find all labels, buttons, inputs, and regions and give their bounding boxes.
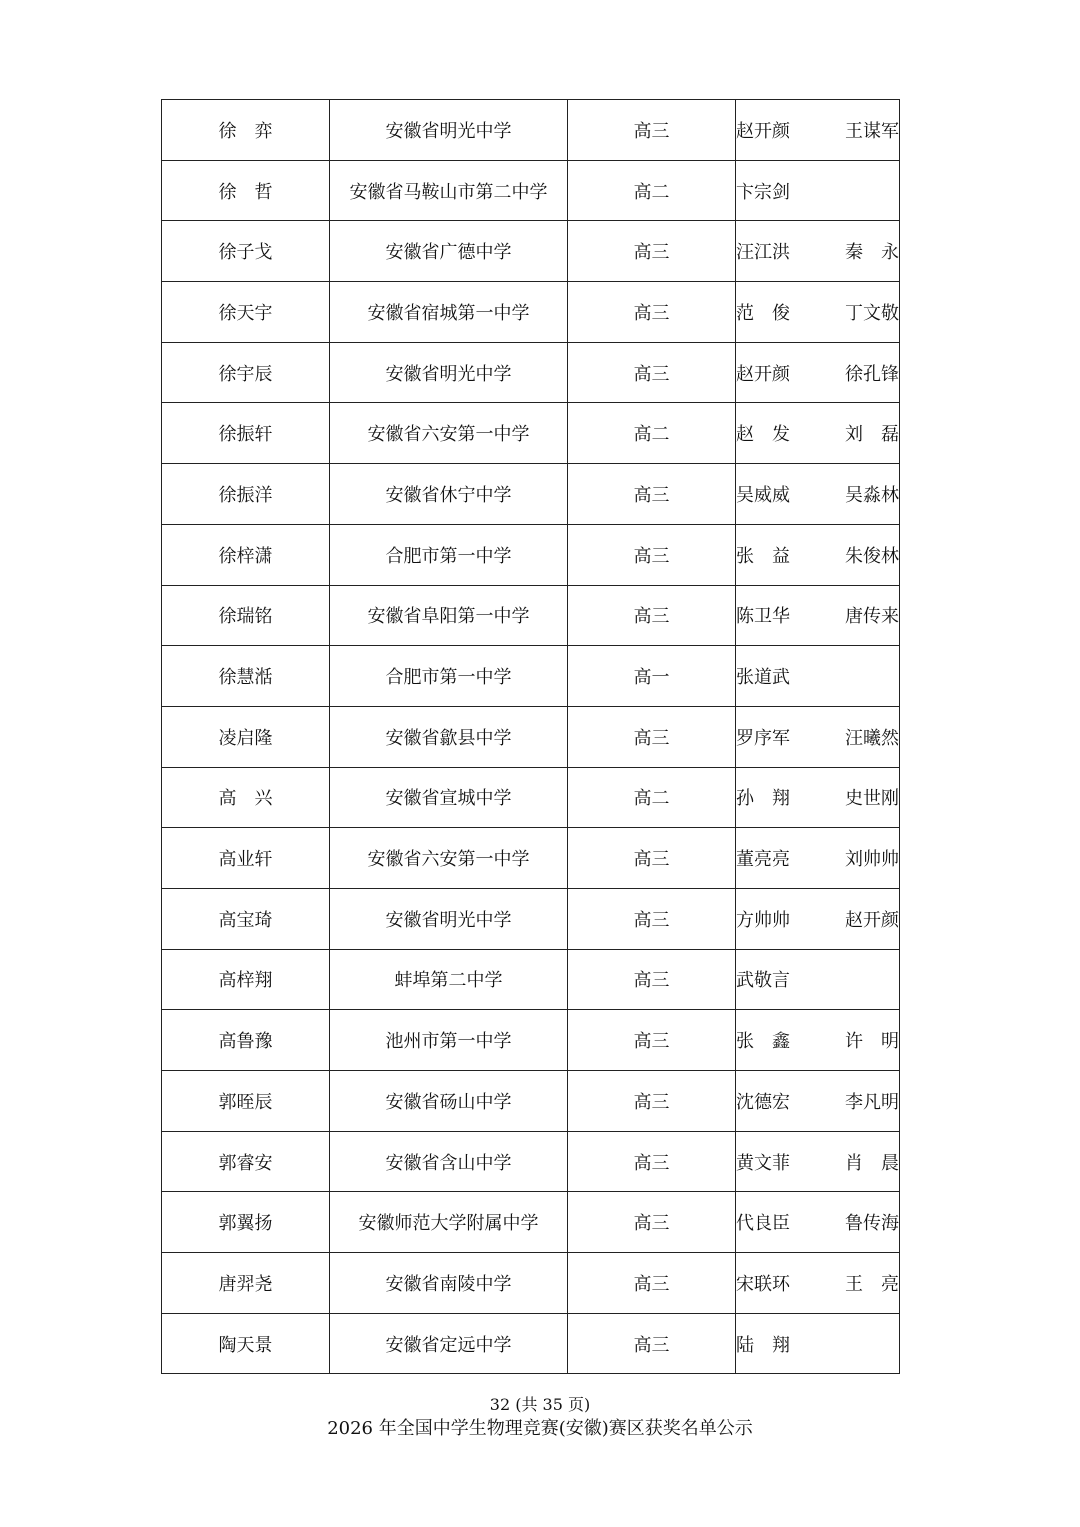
grade-cell: 高三 [568,1071,736,1132]
table-row [162,585,900,646]
grade-cell: 高二 [568,403,736,464]
teacher-cell [736,1131,900,1192]
grade-cell: 高三 [568,949,736,1010]
teacher-2: 史世刚 [845,788,899,810]
student-name-cell: 高业轩 [162,828,330,889]
table-row [162,221,900,282]
grade-cell: 高三 [568,464,736,525]
table-row [162,1071,900,1132]
table-row [162,342,900,403]
grade-cell: 高一 [568,646,736,707]
grade-cell: 高三 [568,221,736,282]
teacher-cell [736,585,900,646]
student-name-cell: 徐振洋 [162,464,330,525]
school-cell: 安徽省明光中学 [330,888,568,949]
teacher-cell [736,767,900,828]
teacher-names [736,602,899,628]
teacher-names [736,1027,899,1053]
teacher-cell [736,1313,900,1374]
teacher-1: 范 俊 [736,302,790,324]
student-name-cell: 徐慧湉 [162,646,330,707]
teacher-1: 宋联环 [736,1273,790,1295]
student-name-cell: 高鲁豫 [162,1010,330,1071]
student-name-cell: 高宝琦 [162,888,330,949]
teacher-2: 肖 晨 [845,1152,899,1174]
teacher-1: 赵 发 [736,424,790,446]
teacher-2: 王 亮 [845,1273,899,1295]
grade-cell: 高二 [568,160,736,221]
teacher-cell [736,282,900,343]
teacher-cell [736,221,900,282]
teacher-names [736,845,899,871]
teacher-2: 丁文敬 [845,302,899,324]
student-name-cell: 徐振轩 [162,403,330,464]
grade-cell: 高三 [568,888,736,949]
table-row [162,160,900,221]
student-name-cell: 徐 弈 [162,100,330,161]
teacher-1: 孙 翔 [736,788,790,810]
teacher-names [736,966,899,992]
teacher-2: 唐传来 [845,606,899,628]
teacher-1: 张 鑫 [736,1031,790,1053]
student-name-cell: 徐宇辰 [162,342,330,403]
grade-cell: 高三 [568,706,736,767]
teacher-names [736,724,899,750]
table-row [162,706,900,767]
teacher-2: 鲁传海 [845,1213,899,1235]
school-cell: 安徽省歙县中学 [330,706,568,767]
teacher-1: 黄文菲 [736,1152,790,1174]
teacher-cell [736,100,900,161]
grade-cell: 高三 [568,100,736,161]
student-name-cell: 郭睿安 [162,1131,330,1192]
teacher-1: 陈卫华 [736,606,790,628]
award-list-table [161,99,900,1374]
teacher-names [736,1088,899,1114]
school-cell: 蚌埠第二中学 [330,949,568,1010]
teacher-cell [736,342,900,403]
teacher-2: 许 明 [845,1031,899,1053]
teacher-1: 代良臣 [736,1213,790,1235]
grade-cell: 高三 [568,1010,736,1071]
teacher-names [736,178,899,204]
student-name-cell: 徐瑞铭 [162,585,330,646]
student-name-cell: 徐 哲 [162,160,330,221]
table-row [162,282,900,343]
teacher-2: 徐孔锋 [845,363,899,385]
table-row [162,1131,900,1192]
table-row [162,646,900,707]
grade-cell: 高二 [568,767,736,828]
table-row [162,464,900,525]
school-cell: 安徽省含山中学 [330,1131,568,1192]
school-cell: 安徽省六安第一中学 [330,828,568,889]
teacher-1: 陆 翔 [736,1334,790,1356]
school-cell: 合肥市第一中学 [330,524,568,585]
school-cell: 池州市第一中学 [330,1010,568,1071]
document-title: 2026 年全国中学生物理竞赛(安徽)赛区获奖名单公示 [327,1418,753,1439]
teacher-names [736,542,899,568]
school-cell: 安徽省砀山中学 [330,1071,568,1132]
teacher-2: 赵开颜 [845,909,899,931]
teacher-names [736,784,899,810]
teacher-1: 沈德宏 [736,1091,790,1113]
teacher-2: 王谋军 [845,120,899,142]
school-cell: 安徽省明光中学 [330,342,568,403]
school-cell: 安徽省明光中学 [330,100,568,161]
teacher-cell [736,1192,900,1253]
student-name-cell: 徐子戈 [162,221,330,282]
grade-cell: 高三 [568,1192,736,1253]
teacher-1: 吴威威 [736,484,790,506]
school-cell: 安徽省宣城中学 [330,767,568,828]
teacher-1: 卞宗剑 [736,181,790,203]
teacher-names [736,360,899,386]
school-cell: 安徽省休宁中学 [330,464,568,525]
teacher-2: 朱俊林 [845,545,899,567]
teacher-names [736,1149,899,1175]
teacher-2: 吴淼林 [845,484,899,506]
table-row [162,100,900,161]
teacher-names [736,663,899,689]
teacher-cell [736,646,900,707]
teacher-names [736,238,899,264]
table-row [162,1192,900,1253]
grade-cell: 高三 [568,342,736,403]
school-cell: 安徽省广德中学 [330,221,568,282]
grade-cell: 高三 [568,1131,736,1192]
table-row [162,828,900,889]
grade-cell: 高三 [568,585,736,646]
school-cell: 安徽省马鞍山市第二中学 [330,160,568,221]
teacher-cell [736,403,900,464]
teacher-names [736,481,899,507]
teacher-2: 秦 永 [845,242,899,264]
teacher-names [736,1331,899,1357]
table-row [162,888,900,949]
grade-cell: 高三 [568,1313,736,1374]
teacher-cell [736,1071,900,1132]
school-cell: 安徽省六安第一中学 [330,403,568,464]
award-list-body [162,100,900,1374]
teacher-cell [736,1010,900,1071]
teacher-names [736,299,899,325]
teacher-names [736,1270,899,1296]
teacher-2: 李凡明 [845,1091,899,1113]
grade-cell: 高三 [568,282,736,343]
student-name-cell: 徐天宇 [162,282,330,343]
school-cell: 合肥市第一中学 [330,646,568,707]
table-row [162,403,900,464]
teacher-names [736,1209,899,1235]
student-name-cell: 凌启隆 [162,706,330,767]
teacher-cell [736,1253,900,1314]
table-row [162,1313,900,1374]
teacher-1: 方帅帅 [736,909,790,931]
student-name-cell: 郭晊辰 [162,1071,330,1132]
teacher-1: 张道武 [736,667,790,689]
teacher-2: 汪曦然 [845,727,899,749]
teacher-2: 刘 磊 [845,424,899,446]
table-row [162,949,900,1010]
table-row [162,1010,900,1071]
teacher-1: 汪江洪 [736,242,790,264]
table-row [162,767,900,828]
teacher-1: 武敬言 [736,970,790,992]
teacher-1: 罗序军 [736,727,790,749]
school-cell: 安徽师范大学附属中学 [330,1192,568,1253]
table-row [162,1253,900,1314]
school-cell: 安徽省阜阳第一中学 [330,585,568,646]
student-name-cell: 唐羿尧 [162,1253,330,1314]
teacher-cell [736,888,900,949]
teacher-cell [736,949,900,1010]
table-row [162,524,900,585]
student-name-cell: 高梓翔 [162,949,330,1010]
teacher-1: 董亮亮 [736,849,790,871]
grade-cell: 高三 [568,1253,736,1314]
teacher-names [736,420,899,446]
teacher-names [736,906,899,932]
teacher-names [736,117,899,143]
teacher-1: 赵开颜 [736,120,790,142]
student-name-cell: 徐梓潇 [162,524,330,585]
teacher-1: 张 益 [736,545,790,567]
student-name-cell: 陶天景 [162,1313,330,1374]
teacher-cell [736,160,900,221]
school-cell: 安徽省宿城第一中学 [330,282,568,343]
teacher-cell [736,706,900,767]
teacher-cell [736,464,900,525]
teacher-cell [736,828,900,889]
school-cell: 安徽省南陵中学 [330,1253,568,1314]
teacher-1: 赵开颜 [736,363,790,385]
page-number: 32 (共 35 页) [489,1395,591,1414]
teacher-2: 刘帅帅 [845,849,899,871]
grade-cell: 高三 [568,524,736,585]
student-name-cell: 郭翼扬 [162,1192,330,1253]
grade-cell: 高三 [568,828,736,889]
teacher-cell [736,524,900,585]
student-name-cell: 高 兴 [162,767,330,828]
school-cell: 安徽省定远中学 [330,1313,568,1374]
